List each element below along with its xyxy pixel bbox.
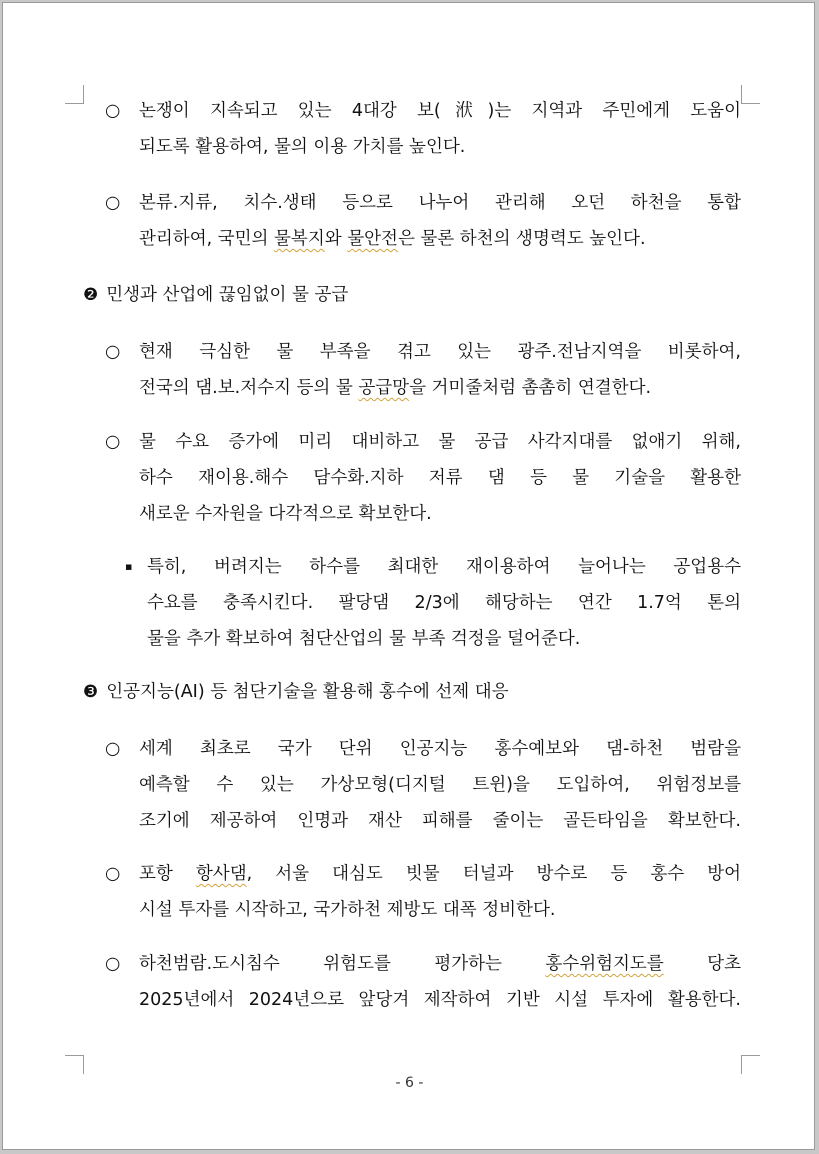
circle-bullet-icon: ○ [105,864,121,884]
circle-bullet-icon: ○ [105,101,121,121]
page-number: - 6 - [395,1075,424,1091]
bullet-text-line: 되도록 활용하여, 물의 이용 가치를 높인다. [139,137,466,157]
section-heading [83,277,743,313]
bullet-text-line: 새로운 수자원을 다각적으로 확보한다. [139,504,432,524]
bullet-text-line: 2025년에서 2024년으로 앞당겨 제작하여 기반 시설 투자에 활용한다. [139,990,741,1010]
bullet-text-line: 물 수요 증가에 미리 대비하고 물 공급 사각지대를 없애기 위해, [139,432,741,452]
section-number: ❷ [83,285,99,305]
bullet-text-line: 예측할 수 있는 가상모형(디지털 트윈)을 도입하여, 위험정보를 [139,775,741,795]
circle-bullet-icon: ○ [105,342,121,362]
bullet-text-line: 특히, 버려지는 하수를 최대한 재이용하여 늘어나는 공업용수 [147,557,741,577]
circle-bullet-icon: ○ [105,954,121,974]
bullet-text-line: 세계 최초로 국가 단위 인공지능 홍수예보와 댐-하천 범람을 [139,739,741,759]
spellcheck-underlined-word: 물안전 [347,229,398,249]
document-page [2,2,815,1150]
bullet-text-line: 물을 추가 확보하여 첨단산업의 물 부족 걱정을 덜어준다. [147,629,581,649]
circle-bullet-icon: ○ [105,739,121,759]
circle-bullet-icon: ○ [105,193,121,213]
bullet-text-line: 수요를 충족시킨다. 팔당댐 2/3에 해당하는 연간 1.7억 톤의 [147,593,741,613]
crop-mark-top-left [65,85,84,104]
bullet-text-line: 조기에 제공하여 인명과 재산 피해를 줄이는 골든타임을 확보한다. [139,811,741,831]
bullet-text-line: 전국의 댐.보.저수지 등의 물 공급망을 거미줄처럼 촘촘히 연결한다. [139,378,652,398]
bullet-text-line: 하수 재이용.해수 담수화.지하 저류 댐 등 물 기술을 활용한 [139,468,741,488]
section-number: ❸ [83,682,99,702]
square-bullet-icon: ▪ [125,560,133,573]
circle-bullet-icon: ○ [105,432,121,452]
bullet-text-line: 포항 항사댐, 서울 대심도 빗물 터널과 방수로 등 홍수 방어 [139,864,742,884]
bullet-text-line: 논쟁이 지속되고 있는 4대강 보(洑)는 지역과 주민에게 도움이 [139,101,741,121]
spellcheck-underlined-word: 항사댐 [195,864,247,884]
bullet-text-line: 하천범람.도시침수 위험도를 평가하는 홍수위험지도를 당초 [139,954,741,974]
bullet-text-line: 본류.지류, 치수.생태 등으로 나누어 관리해 오던 하천을 통합 [139,193,741,213]
bullet-text-line: 시설 투자를 시작하고, 국가하천 제방도 대폭 정비한다. [139,900,556,920]
crop-mark-bottom-right [741,1055,760,1074]
spellcheck-underlined-word: 홍수위험지도를 [545,954,664,974]
crop-mark-bottom-left [65,1055,84,1074]
section-title: 인공지능(AI) 등 첨단기술을 활용해 홍수에 선제 대응 [106,682,509,702]
bullet-text-line: 관리하여, 국민의 물복지와 물안전은 물론 하천의 생명력도 높인다. [139,229,646,249]
section-heading [83,674,743,710]
bullet-text-line: 현재 극심한 물 부족을 겪고 있는 광주.전남지역을 비롯하여, [139,342,741,362]
crop-mark-top-right [741,85,760,104]
section-title: 민생과 산업에 끊임없이 물 공급 [106,285,349,305]
spellcheck-underlined-word: 공급망 [358,378,410,398]
spellcheck-underlined-word: 물복지 [274,229,325,249]
